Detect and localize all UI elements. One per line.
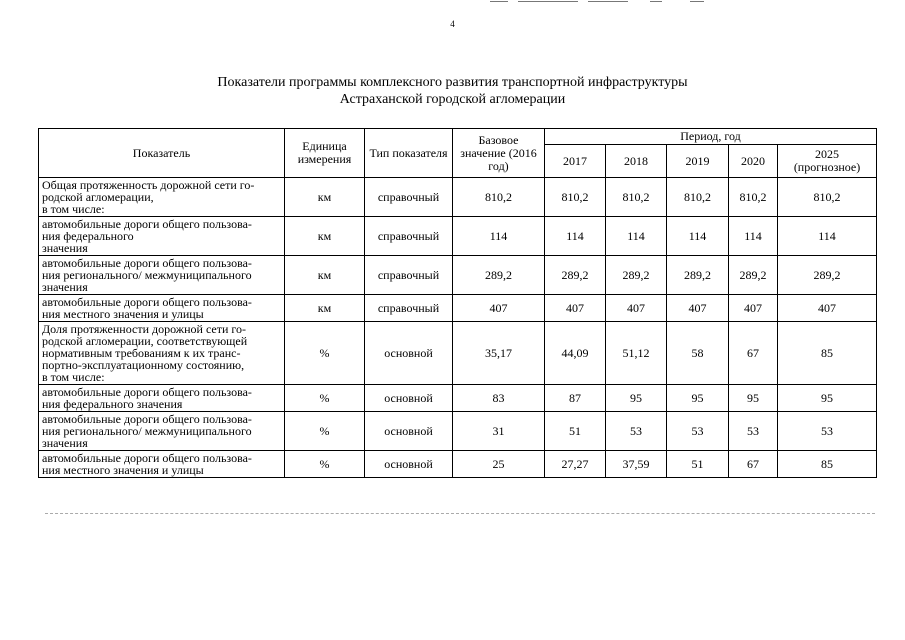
year-value-cell: 85 — [778, 322, 877, 385]
year-value-cell: 44,09 — [545, 322, 606, 385]
year-value-cell: 53 — [729, 412, 778, 451]
indicator-line: в том числе: — [42, 202, 105, 216]
year-value-cell: 53 — [778, 412, 877, 451]
indicator-cell — [39, 385, 285, 412]
type-cell: справочный — [365, 295, 453, 322]
year-value-cell: 58 — [667, 322, 729, 385]
table-row — [39, 322, 877, 385]
indicator-line: ния регионального/ межмуниципального — [42, 424, 252, 438]
indicator-line: значения — [42, 241, 88, 255]
year-value-cell: 810,2 — [667, 178, 729, 217]
header-unit: Единица измерения — [285, 129, 365, 178]
header-year: 2018 — [606, 145, 667, 178]
document-title — [0, 74, 905, 108]
page-number: 4 — [450, 19, 455, 29]
base-value-cell: 407 — [453, 295, 545, 322]
type-cell: справочный — [365, 178, 453, 217]
year-value-cell: 51 — [667, 451, 729, 478]
indicator-line: ния местного значения и улицы — [42, 307, 204, 321]
header-year: 2019 — [667, 145, 729, 178]
year-value-cell: 289,2 — [729, 256, 778, 295]
indicator-line: ния регионального/ межмуниципального — [42, 268, 252, 282]
indicator-line: портно-эксплуатационному состоянию, — [42, 358, 245, 372]
year-value-cell: 53 — [606, 412, 667, 451]
type-cell: основной — [365, 451, 453, 478]
indicator-line: значения — [42, 436, 88, 450]
unit-cell: % — [285, 451, 365, 478]
indicator-line: автомобильные дороги общего пользова- — [42, 385, 252, 399]
year-value-cell: 27,27 — [545, 451, 606, 478]
indicator-cell — [39, 217, 285, 256]
unit-cell: км — [285, 256, 365, 295]
year-value-cell: 114 — [778, 217, 877, 256]
year-value-cell: 810,2 — [545, 178, 606, 217]
indicator-line: значения — [42, 280, 88, 294]
year-value-cell: 407 — [667, 295, 729, 322]
indicator-cell — [39, 295, 285, 322]
year-value-cell: 37,59 — [606, 451, 667, 478]
table-row — [39, 178, 877, 217]
indicator-line: ния федерального — [42, 229, 134, 243]
year-value-cell: 95 — [778, 385, 877, 412]
base-value-cell: 83 — [453, 385, 545, 412]
indicators-table — [38, 128, 877, 478]
indicator-line: автомобильные дороги общего пользова- — [42, 451, 252, 465]
scan-artifact — [490, 0, 730, 4]
indicator-cell — [39, 451, 285, 478]
indicator-cell — [39, 178, 285, 217]
base-value-cell: 35,17 — [453, 322, 545, 385]
year-value-cell: 85 — [778, 451, 877, 478]
type-cell: основной — [365, 322, 453, 385]
header-year: 2020 — [729, 145, 778, 178]
year-value-cell: 289,2 — [545, 256, 606, 295]
year-value-cell: 407 — [729, 295, 778, 322]
year-value-cell: 289,2 — [606, 256, 667, 295]
indicator-line: нормативным требованиям к их транс- — [42, 346, 241, 360]
year-value-cell: 51 — [545, 412, 606, 451]
type-cell: основной — [365, 412, 453, 451]
title-line-2: Астраханской городской агломерации — [339, 92, 566, 107]
indicator-cell — [39, 412, 285, 451]
header-indicator: Показатель — [39, 129, 285, 178]
year-value-cell: 95 — [667, 385, 729, 412]
type-cell: справочный — [365, 256, 453, 295]
unit-cell: % — [285, 322, 365, 385]
year-value-cell: 53 — [667, 412, 729, 451]
header-period: Период, год — [545, 129, 877, 145]
unit-cell: км — [285, 217, 365, 256]
table-row — [39, 412, 877, 451]
type-cell: основной — [365, 385, 453, 412]
base-value-cell: 810,2 — [453, 178, 545, 217]
table-row — [39, 217, 877, 256]
indicator-line: автомобильные дороги общего пользова- — [42, 412, 252, 426]
base-value-cell: 31 — [453, 412, 545, 451]
indicator-line: родской агломерации, соответствующей — [42, 334, 248, 348]
title-line-1: Показатели программы комплексного развития транспортной инфраструктуры — [217, 75, 688, 90]
indicator-line: ния местного значения и улицы — [42, 463, 204, 477]
base-value-cell: 114 — [453, 217, 545, 256]
indicator-line: ния федерального значения — [42, 397, 183, 411]
year-value-cell: 407 — [606, 295, 667, 322]
year-value-cell: 289,2 — [778, 256, 877, 295]
year-value-cell: 810,2 — [778, 178, 877, 217]
year-value-cell: 114 — [606, 217, 667, 256]
year-value-cell: 407 — [545, 295, 606, 322]
year-value-cell: 87 — [545, 385, 606, 412]
indicator-line: автомобильные дороги общего пользова- — [42, 217, 252, 231]
unit-cell: км — [285, 295, 365, 322]
indicator-line: родской агломерации, — [42, 190, 154, 204]
indicator-line: Общая протяженность дорожной сети го- — [42, 178, 255, 192]
year-value-cell: 51,12 — [606, 322, 667, 385]
unit-cell: км — [285, 178, 365, 217]
base-value-cell: 289,2 — [453, 256, 545, 295]
header-base-value: Базовое значение (2016 год) — [453, 129, 545, 178]
table-body — [39, 178, 877, 478]
indicator-line: автомобильные дороги общего пользова- — [42, 256, 252, 270]
base-value-cell: 25 — [453, 451, 545, 478]
table-row — [39, 295, 877, 322]
table-row — [39, 256, 877, 295]
year-value-cell: 114 — [729, 217, 778, 256]
year-value-cell: 67 — [729, 322, 778, 385]
indicator-line: автомобильные дороги общего пользова- — [42, 295, 252, 309]
table-row — [39, 385, 877, 412]
indicator-cell — [39, 256, 285, 295]
year-value-cell: 407 — [778, 295, 877, 322]
indicator-cell — [39, 322, 285, 385]
year-value-cell: 289,2 — [667, 256, 729, 295]
year-value-cell: 95 — [729, 385, 778, 412]
year-value-cell: 810,2 — [729, 178, 778, 217]
scan-artifact-line — [45, 513, 875, 515]
indicator-line: Доля протяженности дорожной сети го- — [42, 322, 247, 336]
header-year-forecast: 2025 (прогнозное) — [778, 145, 877, 178]
year-value-cell: 114 — [667, 217, 729, 256]
unit-cell: % — [285, 412, 365, 451]
indicator-line: в том числе: — [42, 370, 105, 384]
header-year: 2017 — [545, 145, 606, 178]
year-value-cell: 95 — [606, 385, 667, 412]
year-value-cell: 114 — [545, 217, 606, 256]
type-cell: справочный — [365, 217, 453, 256]
unit-cell: % — [285, 385, 365, 412]
year-value-cell: 67 — [729, 451, 778, 478]
header-type: Тип показателя — [365, 129, 453, 178]
year-value-cell: 810,2 — [606, 178, 667, 217]
table-row — [39, 451, 877, 478]
